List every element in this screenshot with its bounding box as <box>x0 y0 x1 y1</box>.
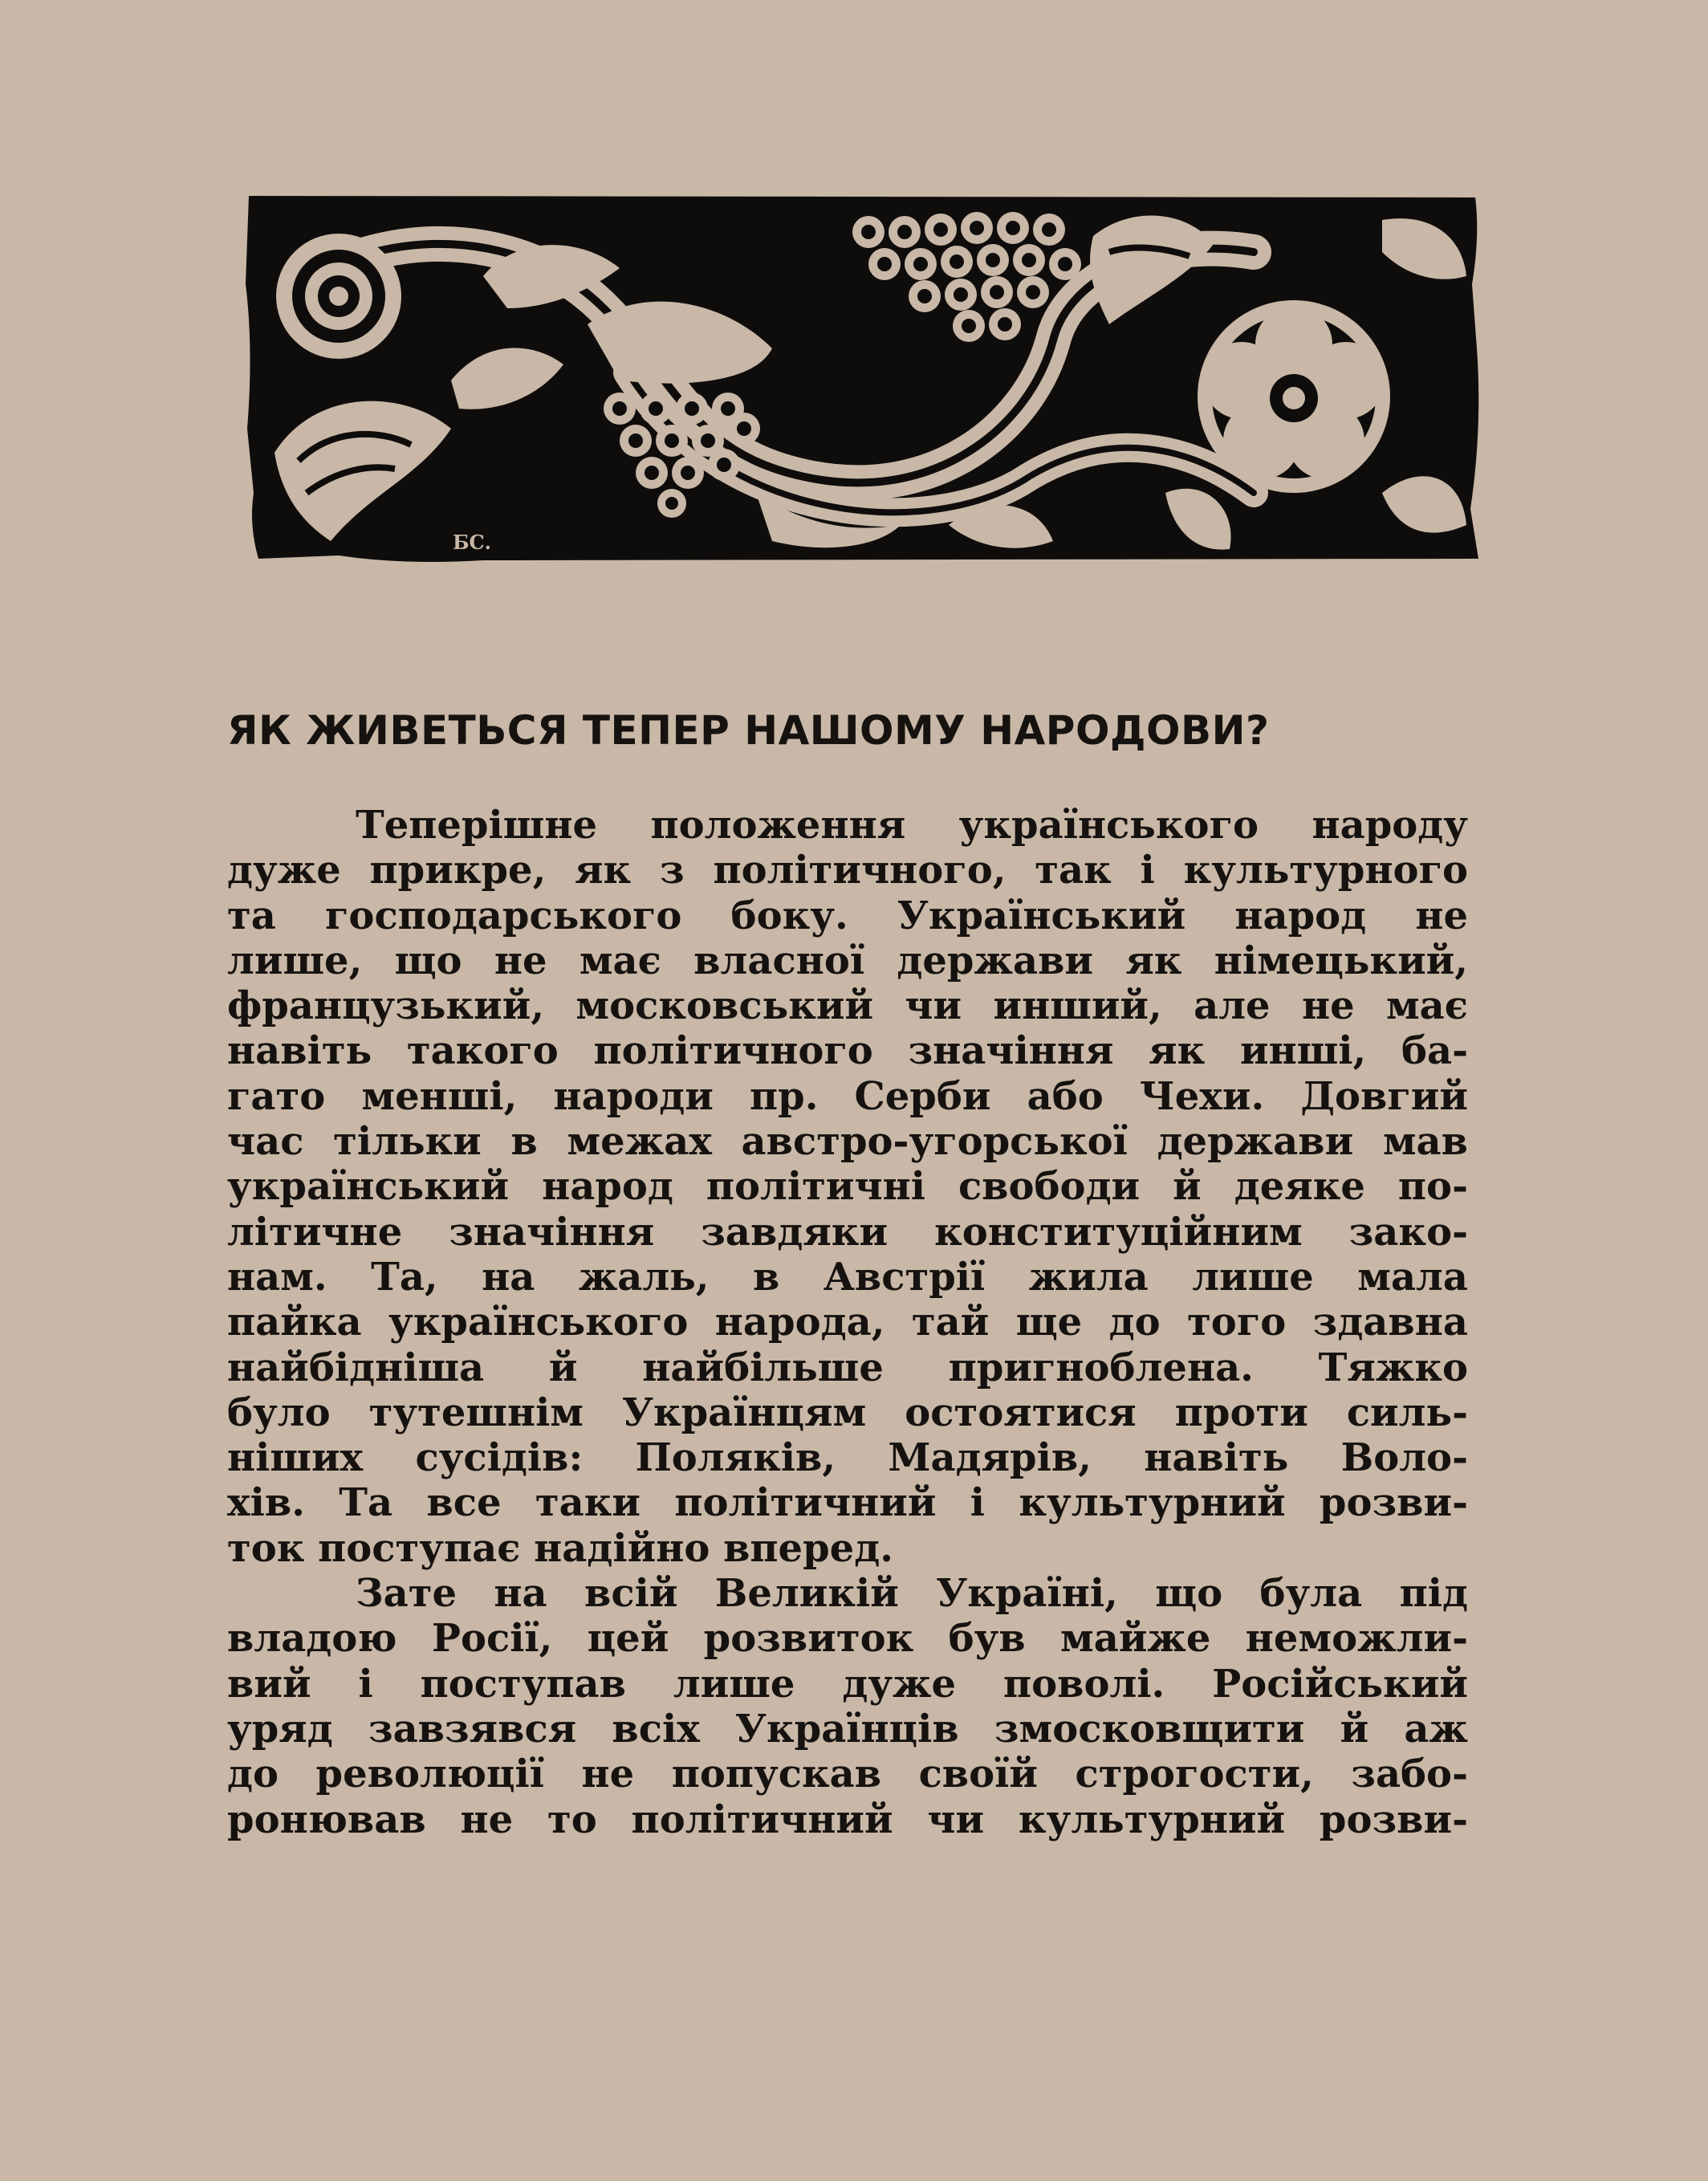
text-line: ток поступає надійно вперед. <box>227 1525 893 1571</box>
text-line: найбідніша й найбільше пригноблена. Тяжко <box>227 1345 1468 1390</box>
text-line: лише, що не має власної держави як німецький, <box>227 938 1468 983</box>
ornament-signature: БС. <box>453 531 491 554</box>
text-line: ронював не то політичний чи культурний розви- <box>227 1796 1468 1842</box>
paragraph-1 <box>227 803 1468 1571</box>
paragraph-2 <box>227 1571 1468 1842</box>
text-line: час тільки в межах австро-угорської держави мав <box>227 1119 1468 1165</box>
ornament-vine-icon <box>242 188 1483 567</box>
text-line: ніших сусідів: Поляків, Мадярів, навіть Воло- <box>227 1435 1468 1481</box>
article-body <box>227 803 1468 1842</box>
text-line: дуже прикре, як з політичного, так і культурного <box>227 848 1468 893</box>
text-line: український народ політичні свободи й деяке по- <box>227 1164 1468 1210</box>
text-line: навіть такого політичного значіння як инші, ба- <box>227 1028 1468 1074</box>
decorative-headpiece <box>242 188 1483 567</box>
text-line: владою Росії, цей розвиток був майже неможли- <box>227 1616 1468 1662</box>
text-line: хів. Та все таки політичний і культурний розви- <box>227 1480 1468 1526</box>
text-line: до революції не попускав своїй строгости, забо- <box>227 1752 1468 1797</box>
text-line: гато менші, народи пр. Серби або Чехи. Довгий <box>227 1073 1468 1119</box>
text-line: французький, московський чи инший, але не має <box>227 983 1468 1029</box>
text-line: Теперішне положення українського народу <box>356 803 1468 848</box>
text-line: та господарського боку. Український народ не <box>227 893 1468 938</box>
text-line: нам. Та, на жаль, в Австрії жила лише мала <box>227 1254 1468 1300</box>
page-title: ЯК ЖИВЕТЬСЯ ТЕПЕР НАШОМУ НАРОДОВИ? <box>227 707 1270 754</box>
text-line: вий і поступав лише дуже поволі. Російський <box>227 1661 1468 1707</box>
text-line: пайка українського народа, тай ще до того здавна <box>227 1300 1468 1345</box>
text-line: літичне значіння завдяки конституційним зако- <box>227 1209 1468 1255</box>
text-line: Зате на всій Великій Україні, що була під <box>356 1571 1468 1617</box>
text-line: було тутешнім Українцям остоятися проти силь- <box>227 1390 1468 1435</box>
text-line: уряд завзявся всіх Українців змосковщити й аж <box>227 1706 1468 1752</box>
